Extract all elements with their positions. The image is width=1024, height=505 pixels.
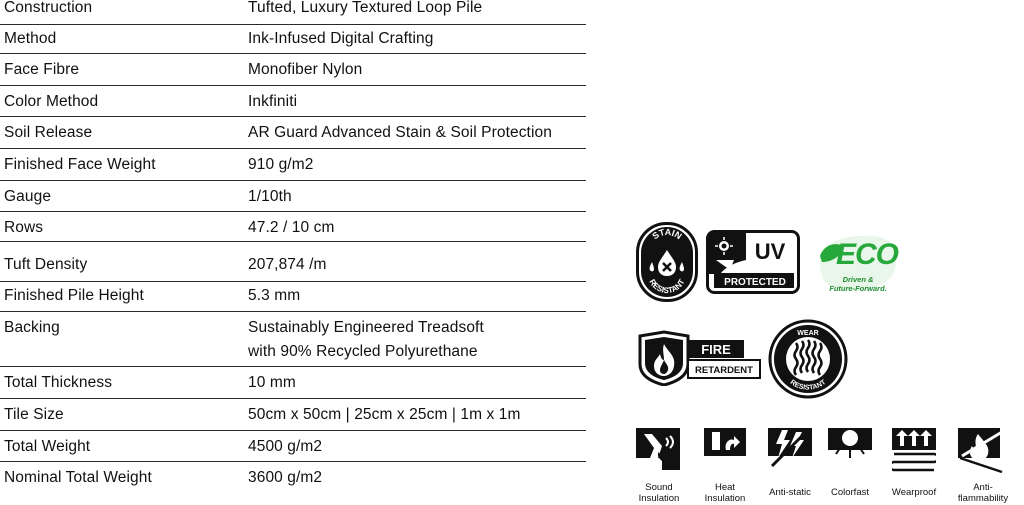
anti-flammability-icon [958, 428, 1004, 474]
uv-subtitle: PROTECTED [724, 277, 786, 288]
wear-subtitle: RESISTANT [788, 378, 828, 392]
spec-label: Finished Face Weight [4, 156, 156, 173]
spec-row [0, 282, 586, 312]
spec-label: Nominal Total Weight [4, 469, 152, 486]
spec-label: Tile Size [4, 406, 64, 423]
wear-resistant-badge [768, 319, 848, 399]
spec-row [0, 117, 586, 149]
fire-retardent-badge [638, 330, 762, 386]
spec-label: Backing [4, 319, 60, 336]
eco-subtitle-line-2: Future-Forward. [829, 284, 887, 293]
feature-label-sound: Sound Insulation [638, 482, 680, 504]
spec-label: Soil Release [4, 124, 93, 141]
sound-insulation-icon [636, 428, 680, 470]
spec-row [0, 24, 586, 54]
stain-badge-bottom-text: RESISTANT [647, 277, 687, 296]
spec-value: Sustainably Engineered Treadsoft [248, 319, 484, 336]
spec-row [0, 181, 586, 212]
spec-value-line-2: with 90% Recycled Polyurethane [248, 343, 478, 360]
feature-label-colorfast: Colorfast [830, 487, 869, 498]
spec-label: Finished Pile Height [4, 287, 144, 304]
spec-value: Ink-Infused Digital Crafting [248, 30, 434, 47]
spec-row [0, 86, 586, 117]
spec-row [0, 312, 586, 367]
feature-label-anti-flammability: Anti- flammability [957, 482, 1009, 504]
spec-label: Gauge [4, 188, 52, 205]
eco-title: ECO [836, 238, 899, 271]
spec-row [0, 54, 586, 86]
spec-value: AR Guard Advanced Stain & Soil Protection [248, 124, 552, 141]
colorfast-icon [828, 428, 872, 460]
eco-subtitle-line-1: Driven & [842, 275, 874, 284]
spec-label: Rows [4, 219, 44, 236]
spec-value: 50cm x 50cm | 25cm x 25cm | 1m x 1m [248, 406, 521, 423]
spec-label: Tuft Density [4, 256, 88, 273]
stain-badge-top-text: STAIN [650, 226, 684, 242]
spec-value: 47.2 / 10 cm [248, 219, 335, 236]
heat-insulation-icon [704, 428, 746, 456]
spec-value: Inkfiniti [248, 93, 298, 110]
spec-value: 4500 g/m2 [248, 438, 323, 455]
spec-value: Tufted, Luxury Textured Loop Pile [248, 0, 483, 16]
spec-row [0, 0, 586, 25]
uv-title: UV [754, 239, 786, 264]
feature-label-heat: Heat Insulation [704, 482, 746, 504]
spec-value: Monofiber Nylon [248, 61, 363, 78]
uv-protected-badge [706, 230, 800, 294]
spec-label: Total Weight [4, 438, 91, 455]
spec-label: Color Method [4, 93, 99, 110]
spec-row [0, 212, 586, 242]
feature-label-wearproof: Wearproof [891, 487, 937, 498]
spec-label: Construction [4, 0, 93, 16]
spec-value: 5.3 mm [248, 287, 301, 304]
fire-title: FIRE [701, 342, 731, 357]
spec-value: 10 mm [248, 374, 296, 391]
eco-subtitle [822, 275, 894, 293]
spec-row [0, 399, 586, 431]
spec-value: 910 g/m2 [248, 156, 314, 173]
stain-resistant-badge [636, 222, 698, 302]
spec-row [0, 149, 586, 181]
wearproof-icon [892, 428, 936, 472]
spec-value: 1/10th [248, 188, 292, 205]
spec-row [0, 242, 586, 282]
spec-value: 3600 g/m2 [248, 469, 323, 486]
spec-row [0, 367, 586, 399]
spec-label: Total Thickness [4, 374, 113, 391]
anti-static-icon [768, 428, 812, 468]
spec-value: 207,874 /m [248, 256, 327, 273]
fire-subtitle: RETARDENT [695, 365, 753, 376]
spec-label: Method [4, 30, 57, 47]
spec-label: Face Fibre [4, 61, 80, 78]
feature-label-anti-static: Anti-static [769, 487, 811, 498]
spec-row [0, 462, 586, 492]
spec-row [0, 431, 586, 462]
wear-title: WEAR [797, 330, 819, 337]
